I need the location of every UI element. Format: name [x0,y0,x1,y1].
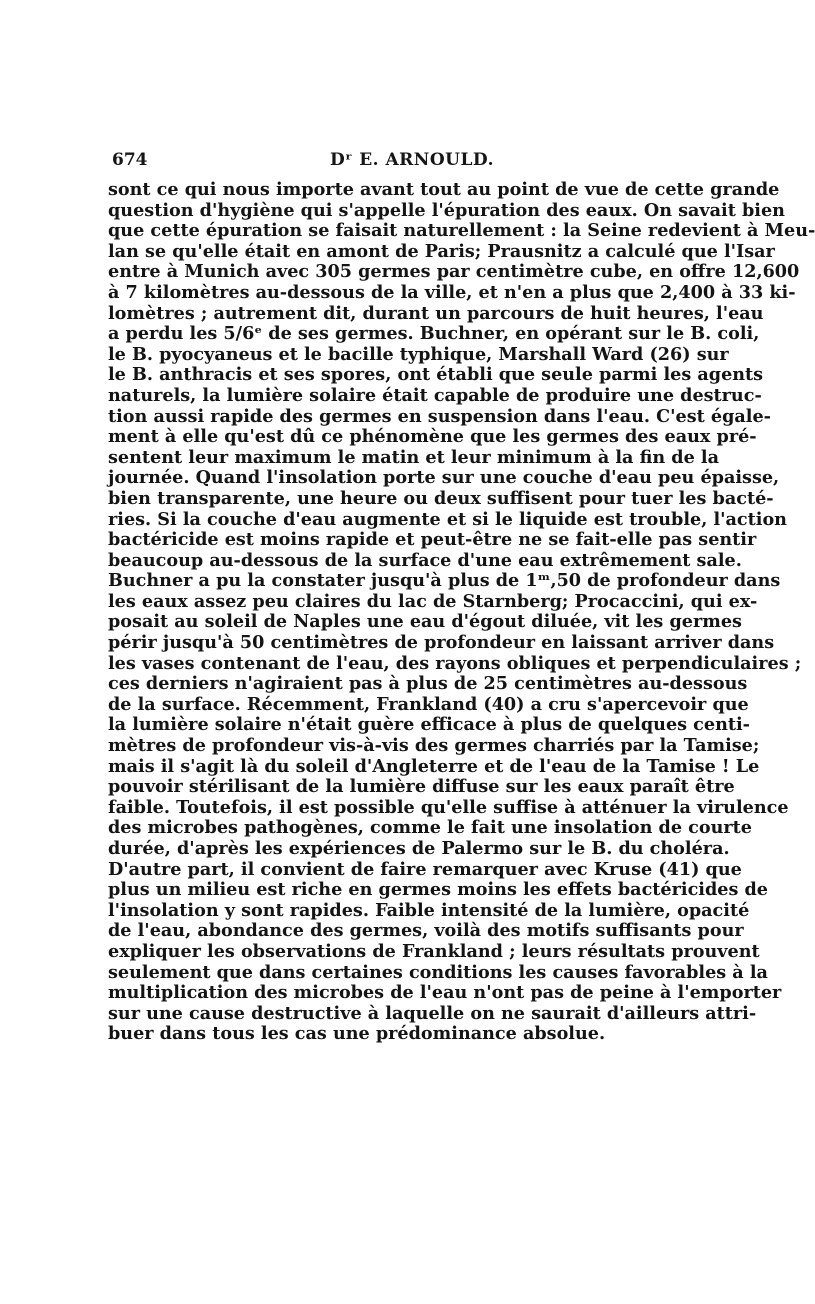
text-line: des microbes pathogènes, comme le fait une insolation de courte [108,817,752,839]
text-line: le B. pyocyaneus et le bacille typhique, Marshall Ward (26) sur [108,343,729,365]
text-line: bien transparente, une heure ou deux suffisent pour tuer les bacté- [108,487,774,509]
text-line: ces derniers n'agiraient pas à plus de 25 centimètres au-dessous [108,673,748,695]
text-line: posait au soleil de Naples une eau d'égout diluée, vit les germes [108,611,742,633]
text-line: mètres de profondeur vis-à-vis des germes charriés par la Tamise; [108,735,760,757]
text-line: pouvoir stérilisant de la lumière diffuse sur les eaux paraît être [108,776,735,798]
text-line: a perdu les 5/6ᵉ de ses germes. Buchner, en opérant sur le B. coli, [108,323,760,345]
text-line: de la surface. Récemment, Frankland (40) a cru s'apercevoir que [108,693,749,715]
text-line: mais il s'agit là du soleil d'Angleterre et de l'eau de la Tamise ! Le [108,755,760,777]
text-line: lan se qu'elle était en amont de Paris; Prausnitz a calculé que l'Isar [108,240,775,262]
text-line: le B. anthracis et ses spores, ont établi que seule parmi les agents [108,364,764,386]
text-line: l'insolation y sont rapides. Faible intensité de la lumière, opacité [108,899,750,921]
text-line: sentent leur maximum le matin et leur minimum à la fin de la [108,446,719,468]
text-line: ries. Si la couche d'eau augmente et si le liquide est trouble, l'action [108,508,787,530]
running-head: Dʳ E. ARNOULD. [330,150,494,170]
text-line: bactéricide est moins rapide et peut-être ne se fait-elle pas sentir [108,529,757,551]
text-line: la lumière solaire n'était guère efficace à plus de quelques centi- [108,714,750,736]
text-line: faible. Toutefois, il est possible qu'elle suffise à atténuer la virulence [108,796,789,818]
text-line: sont ce qui nous importe avant tout au point de vue de cette grande [108,179,780,200]
text-line: expliquer les observations de Frankland ; leurs résultats prouvent [108,940,760,962]
text-line: que cette épuration se faisait naturellement : la Seine redevient à Meu- [108,220,815,242]
text-line: beaucoup au-dessous de la surface d'une eau extrêmement sale. [108,549,742,571]
body-text [108,179,815,1045]
page-header [112,150,682,176]
text-line: lomètres ; autrement dit, durant un parcours de huit heures, l'eau [108,302,764,324]
text-line: buer dans tous les cas une prédominance absolue. [108,1023,606,1045]
text-line: D'autre part, il convient de faire remarquer avec Kruse (41) que [108,858,742,880]
text-line: plus un milieu est riche en germes moins les effets bactéricides de [108,879,768,901]
text-line: entre à Munich avec 305 germes par centimètre cube, en offre 12,600 [108,261,800,283]
page-number: 674 [112,150,148,170]
text-line: journée. Quand l'insolation porte sur une couche d'eau peu épaisse, [108,467,780,489]
text-line: de l'eau, abondance des germes, voilà des motifs suffisants pour [108,920,744,942]
text-line: ment à elle qu'est dû ce phénomène que les germes des eaux pré- [108,426,757,448]
text-line: à 7 kilomètres au-dessous de la ville, et n'en a plus que 2,400 à 33 ki- [108,281,796,303]
text-line: tion aussi rapide des germes en suspension dans l'eau. C'est égale- [108,405,771,427]
text-line: les vases contenant de l'eau, des rayons obliques et perpendiculaires ; [108,652,802,674]
text-line: les eaux assez peu claires du lac de Starnberg; Procaccini, qui ex- [108,590,758,612]
text-line: question d'hygiène qui s'appelle l'épuration des eaux. On savait bien [108,199,785,221]
text-line: périr jusqu'à 50 centimètres de profondeur en laissant arriver dans [108,632,775,654]
text-line: Buchner a pu la constater jusqu'à plus de 1ᵐ,50 de profondeur dans [108,570,781,592]
text-line: naturels, la lumière solaire était capable de produire une destruc- [108,384,762,406]
text-line: multiplication des microbes de l'eau n'ont pas de peine à l'emporter [108,982,782,1004]
text-line: sur une cause destructive à laquelle on ne saurait d'ailleurs attri- [108,1002,757,1024]
text-line: durée, d'après les expériences de Palermo sur le B. du choléra. [108,838,730,859]
text-line: seulement que dans certaines conditions les causes favorables à la [108,961,768,983]
